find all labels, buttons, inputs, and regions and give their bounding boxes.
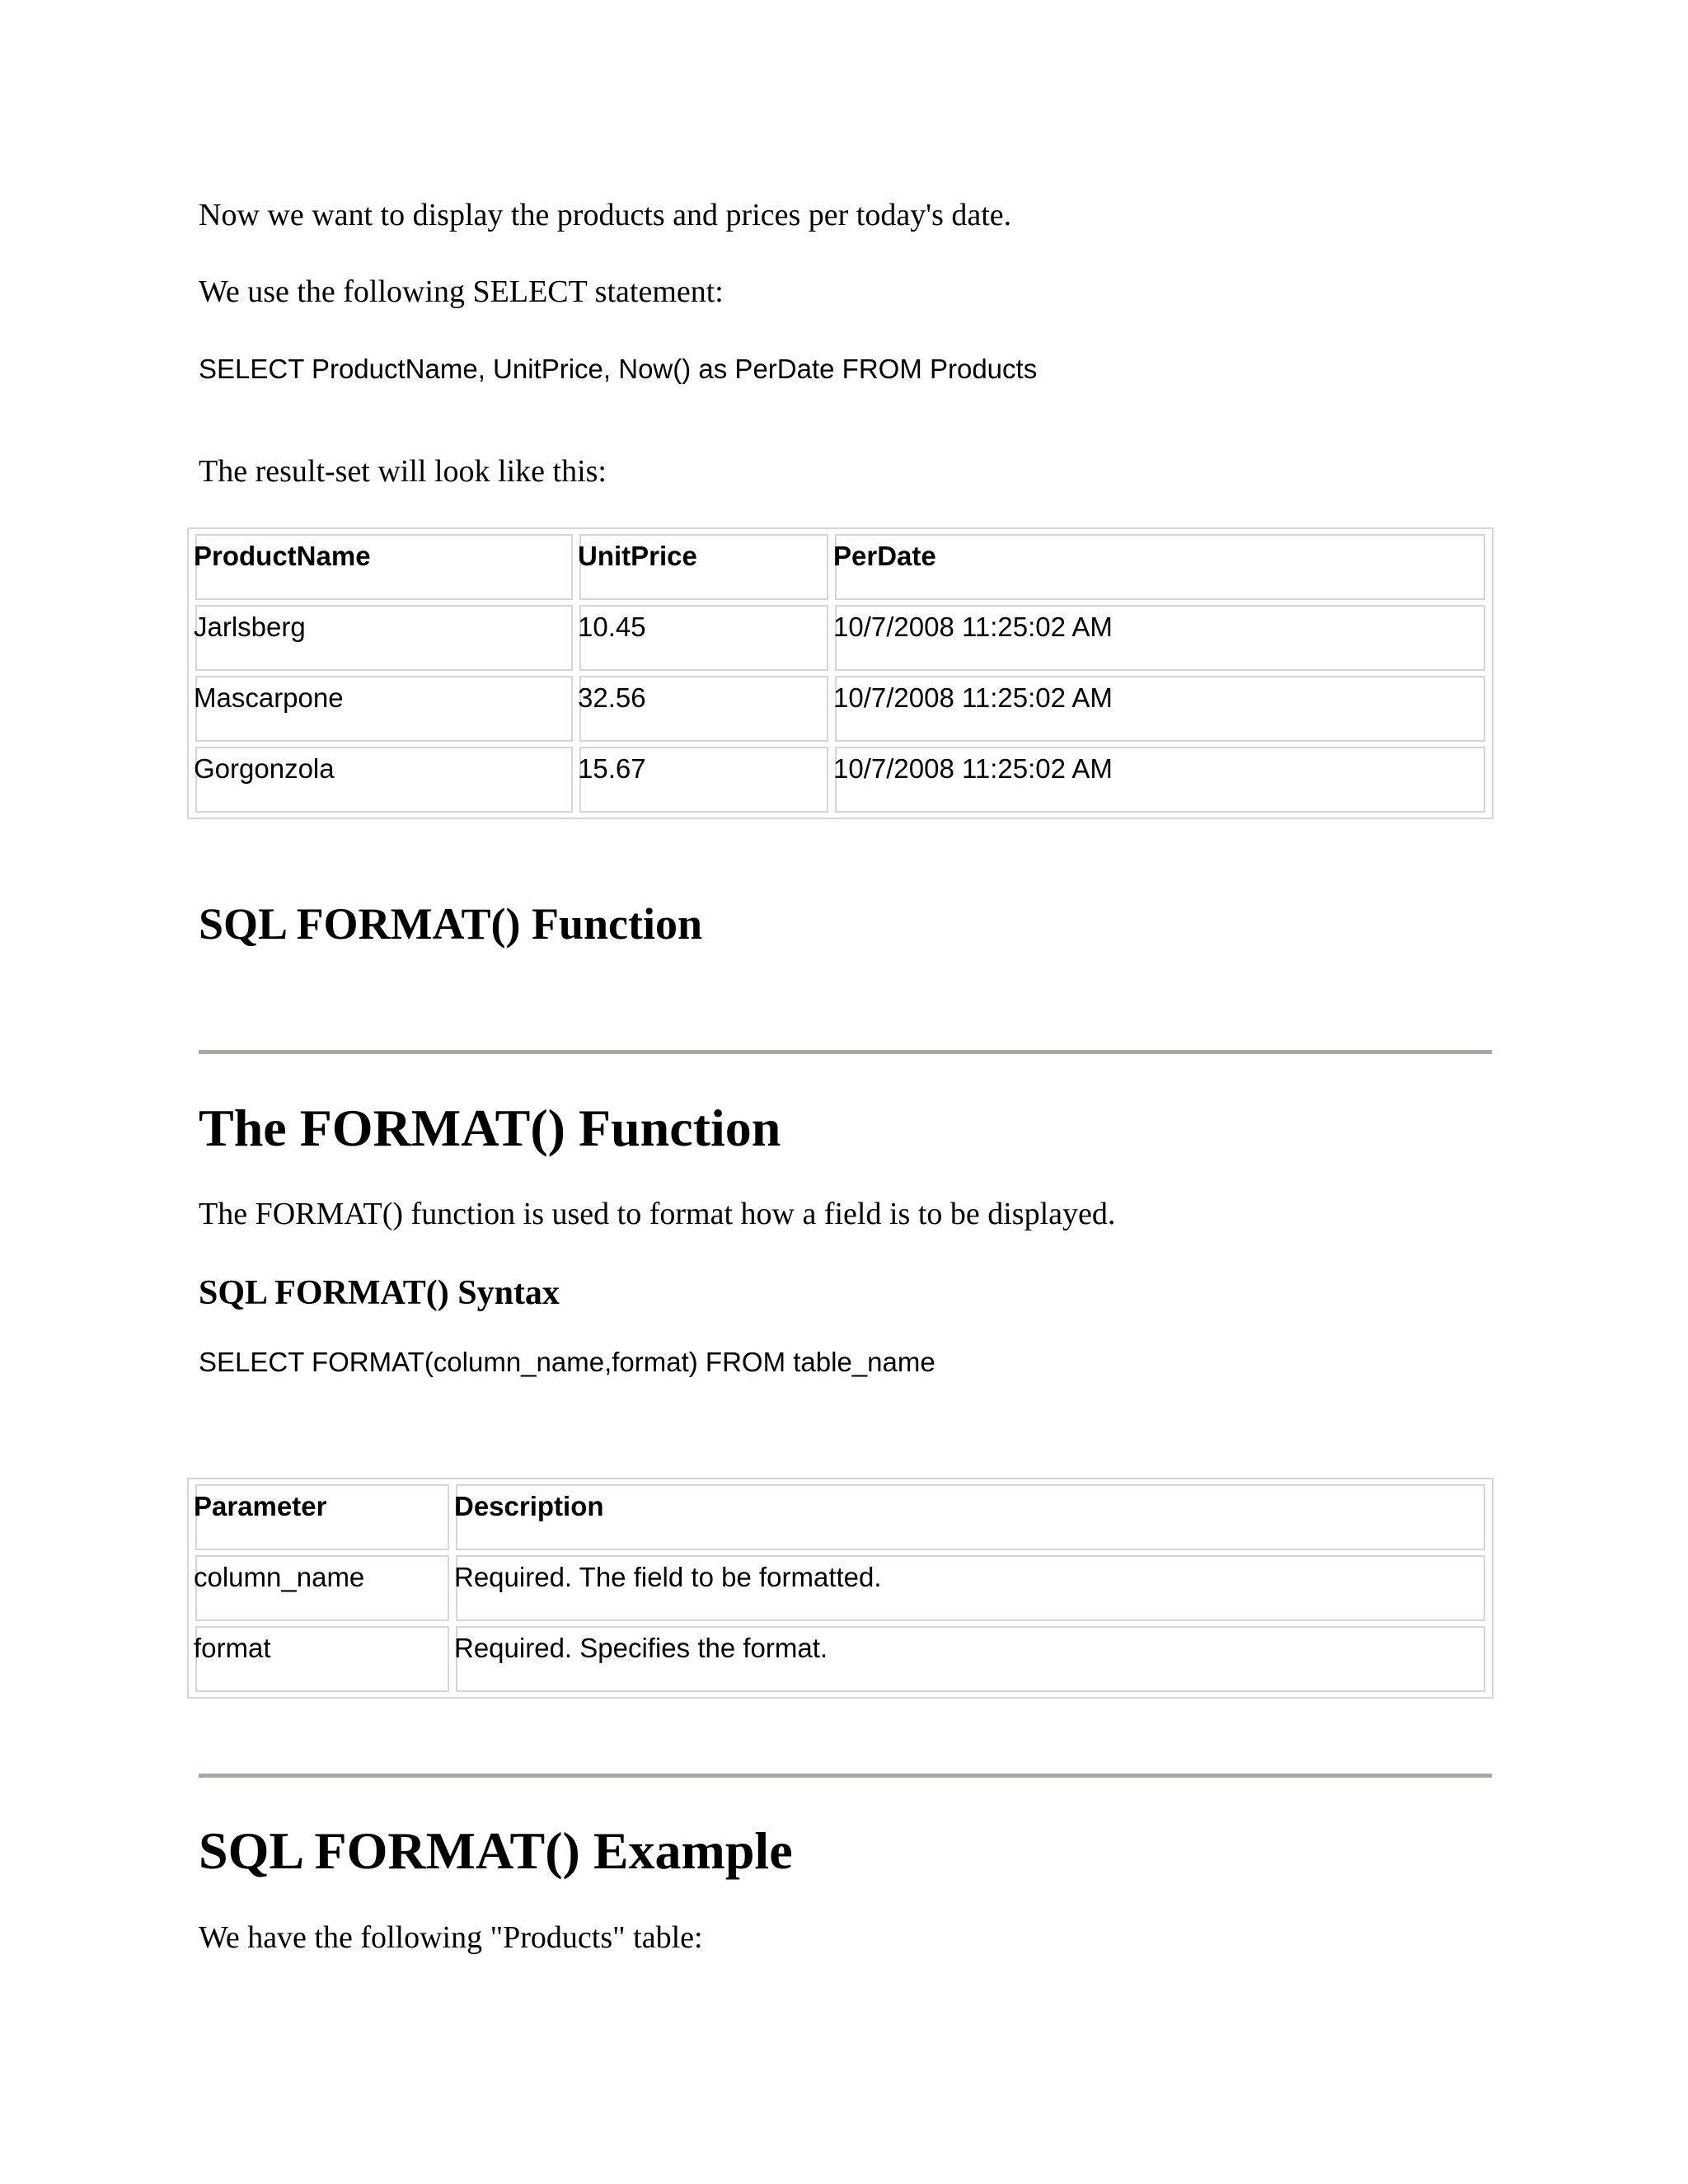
cell-unitprice: 10.45	[579, 605, 828, 671]
table-row	[195, 1555, 1485, 1621]
result-set-table	[187, 527, 1493, 819]
example-text: We have the following "Products" table:	[199, 1920, 703, 1955]
table-row	[195, 1626, 1485, 1692]
column-header-parameter: Parameter	[195, 1484, 449, 1550]
cell-productname: Gorgonzola	[195, 747, 573, 813]
table-row	[195, 676, 1485, 742]
intro-text-1: Now we want to display the products and prices per today's date.	[199, 198, 1012, 232]
table-header-row	[195, 534, 1485, 600]
column-header-productname: ProductName	[195, 534, 573, 600]
cell-unitprice: 32.56	[579, 676, 828, 742]
intro-text-2: We use the following SELECT statement:	[199, 274, 724, 309]
parameter-table	[187, 1478, 1493, 1699]
syntax-code: SELECT FORMAT(column_name,format) FROM table_name	[199, 1347, 935, 1377]
example-heading: SQL FORMAT() Example	[199, 1821, 793, 1880]
column-header-description: Description	[456, 1484, 1485, 1550]
cell-description: Required. The field to be formatted.	[456, 1555, 1485, 1621]
cell-perdate: 10/7/2008 11:25:02 AM	[835, 605, 1485, 671]
table-row	[195, 747, 1485, 813]
cell-description: Required. Specifies the format.	[456, 1626, 1485, 1692]
horizontal-rule	[199, 1050, 1492, 1054]
syntax-heading: SQL FORMAT() Syntax	[199, 1274, 560, 1312]
cell-perdate: 10/7/2008 11:25:02 AM	[835, 747, 1485, 813]
section-title: SQL FORMAT() Function	[199, 899, 703, 949]
select-statement-code: SELECT ProductName, UnitPrice, Now() as PerDate FROM Products	[199, 354, 1038, 384]
column-header-unitprice: UnitPrice	[579, 534, 828, 600]
cell-parameter: format	[195, 1626, 449, 1692]
cell-perdate: 10/7/2008 11:25:02 AM	[835, 676, 1485, 742]
column-header-perdate: PerDate	[835, 534, 1485, 600]
table-header-row	[195, 1484, 1485, 1550]
cell-productname: Jarlsberg	[195, 605, 573, 671]
format-function-heading: The FORMAT() Function	[199, 1099, 781, 1157]
format-function-description: The FORMAT() function is used to format how a field is to be displayed.	[199, 1197, 1116, 1231]
horizontal-rule	[199, 1774, 1492, 1778]
cell-unitprice: 15.67	[579, 747, 828, 813]
cell-productname: Mascarpone	[195, 676, 573, 742]
cell-parameter: column_name	[195, 1555, 449, 1621]
result-set-text: The result-set will look like this:	[199, 454, 607, 489]
table-row	[195, 605, 1485, 671]
